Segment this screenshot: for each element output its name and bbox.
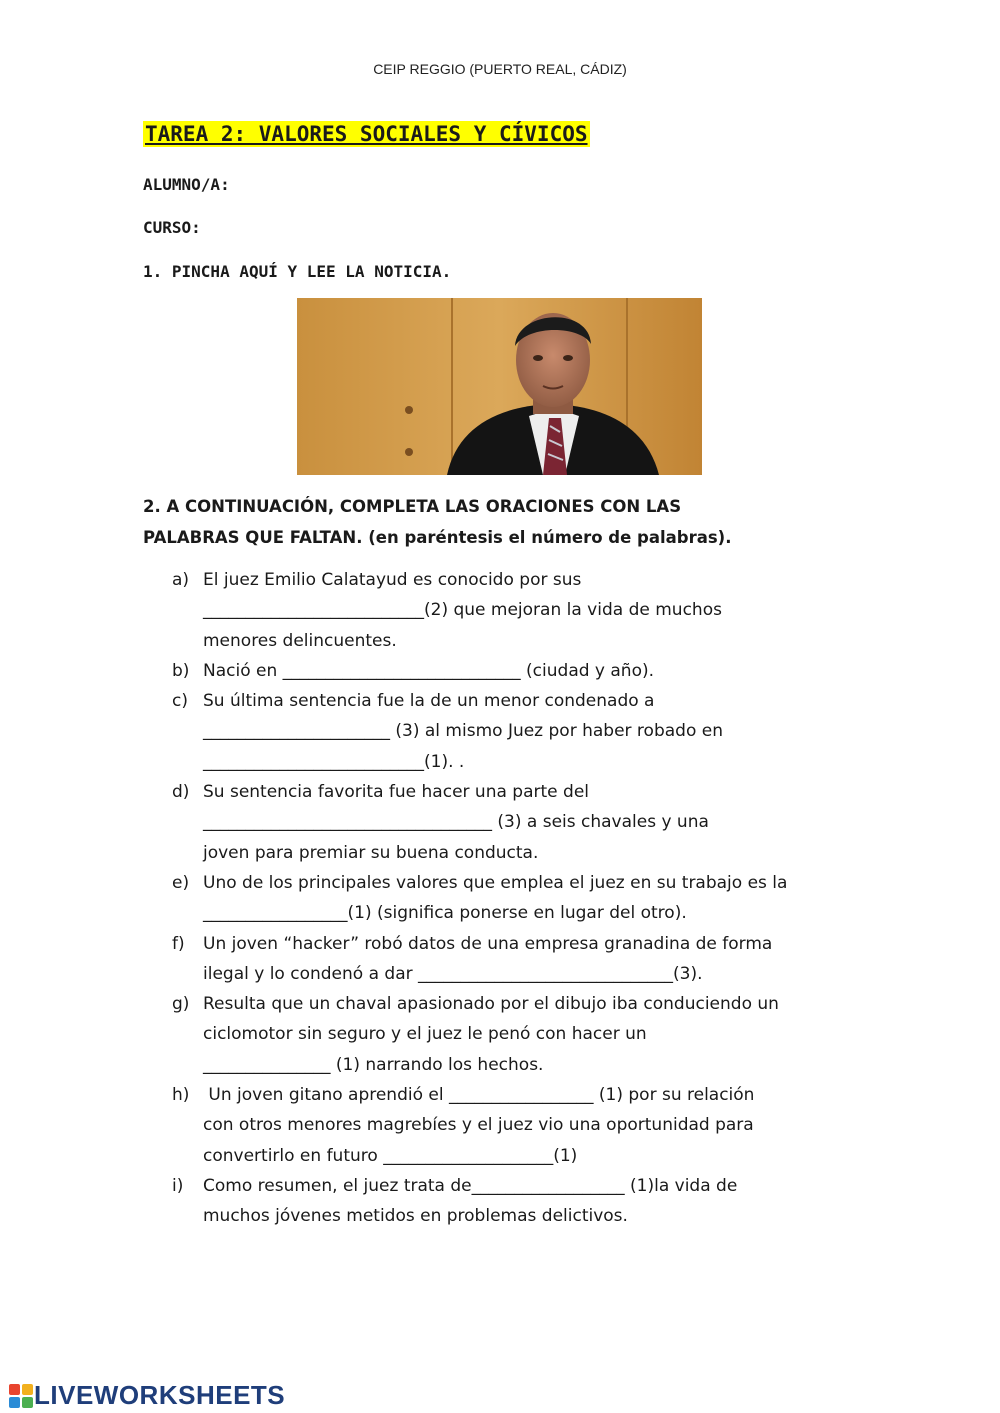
question-line[interactable]: ilegal y lo condenó a dar ______________________________(3). bbox=[203, 963, 703, 984]
item-marker: g) bbox=[172, 994, 190, 1015]
question-line: El juez Emilio Calatayud es conocido por sus bbox=[203, 570, 582, 590]
question-line: muchos jóvenes metidos en problemas delictivos. bbox=[203, 1206, 628, 1227]
question-line[interactable]: Un joven gitano aprendió el _________________ (1) por su relación bbox=[203, 1085, 755, 1106]
item-marker: d) bbox=[172, 782, 190, 803]
news-link-instruction[interactable]: 1. PINCHA AQUÍ Y LEE LA NOTICIA. bbox=[143, 262, 452, 281]
question-line: joven para premiar su buena conducta. bbox=[203, 842, 539, 863]
question-item-g bbox=[172, 989, 872, 1080]
question-line: ciclomotor sin seguro y el juez le penó con hacer un bbox=[203, 1024, 647, 1045]
question-line: Uno de los principales valores que emplea el juez en su trabajo es la bbox=[203, 872, 788, 893]
student-name-label: ALUMNO/A: bbox=[143, 175, 230, 194]
question-line: Resulta que un chaval apasionado por el dibujo iba conduciendo un bbox=[203, 994, 779, 1015]
item-marker: f) bbox=[172, 933, 185, 954]
question-item-h bbox=[172, 1080, 872, 1171]
question-line[interactable]: __________________________(1). . bbox=[203, 751, 465, 772]
liveworksheets-brand[interactable]: LIVEWORKSHEETS bbox=[34, 1380, 286, 1410]
question-item-d bbox=[172, 777, 872, 868]
school-header: CEIP REGGIO (PUERTO REAL, CÁDIZ) bbox=[373, 61, 627, 77]
question-item-e bbox=[172, 868, 872, 929]
instruction-line: PALABRAS QUE FALTAN. (en paréntesis el número de palabras). bbox=[143, 528, 732, 547]
item-marker: i) bbox=[172, 1175, 184, 1196]
judge-photo bbox=[297, 298, 702, 475]
question-line[interactable]: Nació en ____________________________ (ciudad y año). bbox=[203, 660, 655, 681]
item-marker: h) bbox=[172, 1085, 190, 1106]
question-line: Un joven “hacker” robó datos de una empresa granadina de forma bbox=[203, 933, 773, 954]
question-line[interactable]: _______________ (1) narrando los hechos. bbox=[203, 1054, 544, 1075]
question-line: Su sentencia favorita fue hacer una parte del bbox=[203, 782, 589, 803]
item-marker: c) bbox=[172, 691, 188, 712]
item-marker: e) bbox=[172, 872, 190, 893]
question-line: Su última sentencia fue la de un menor condenado a bbox=[203, 691, 655, 712]
question-item-a bbox=[172, 565, 872, 656]
question-item-b bbox=[172, 656, 872, 686]
question-item-i bbox=[172, 1171, 872, 1232]
question-line[interactable]: _________________(1) (significa ponerse en lugar del otro). bbox=[203, 903, 687, 924]
question-line[interactable]: convertirlo en futuro ____________________(1) bbox=[203, 1145, 578, 1166]
liveworksheets-footer bbox=[8, 1380, 285, 1411]
question-line[interactable]: __________________________(2) que mejoran la vida de muchos bbox=[203, 600, 722, 621]
question-line[interactable]: __________________________________ (3) a seis chavales y una bbox=[203, 812, 709, 833]
question-item-f bbox=[172, 929, 872, 990]
question-line: con otros menores magrebíes y el juez vio una oportunidad para bbox=[203, 1115, 754, 1136]
question-line[interactable]: ______________________ (3) al mismo Juez por haber robado en bbox=[203, 721, 723, 742]
instruction-line: 2. A CONTINUACIÓN, COMPLETA LAS ORACIONES CON LAS bbox=[143, 497, 682, 516]
worksheet-title: TAREA 2: VALORES SOCIALES Y CÍVICOS bbox=[145, 122, 588, 146]
question-list bbox=[172, 565, 872, 1232]
item-marker: b) bbox=[172, 660, 190, 681]
question-line[interactable]: Como resumen, el juez trata de__________________ (1)la vida de bbox=[203, 1175, 738, 1196]
course-label: CURSO: bbox=[143, 218, 201, 237]
item-marker: a) bbox=[172, 570, 190, 590]
question-item-c bbox=[172, 686, 872, 777]
question-line: menores delincuentes. bbox=[203, 630, 397, 651]
liveworksheets-logo-icon bbox=[8, 1383, 34, 1409]
completion-instructions bbox=[143, 491, 863, 553]
